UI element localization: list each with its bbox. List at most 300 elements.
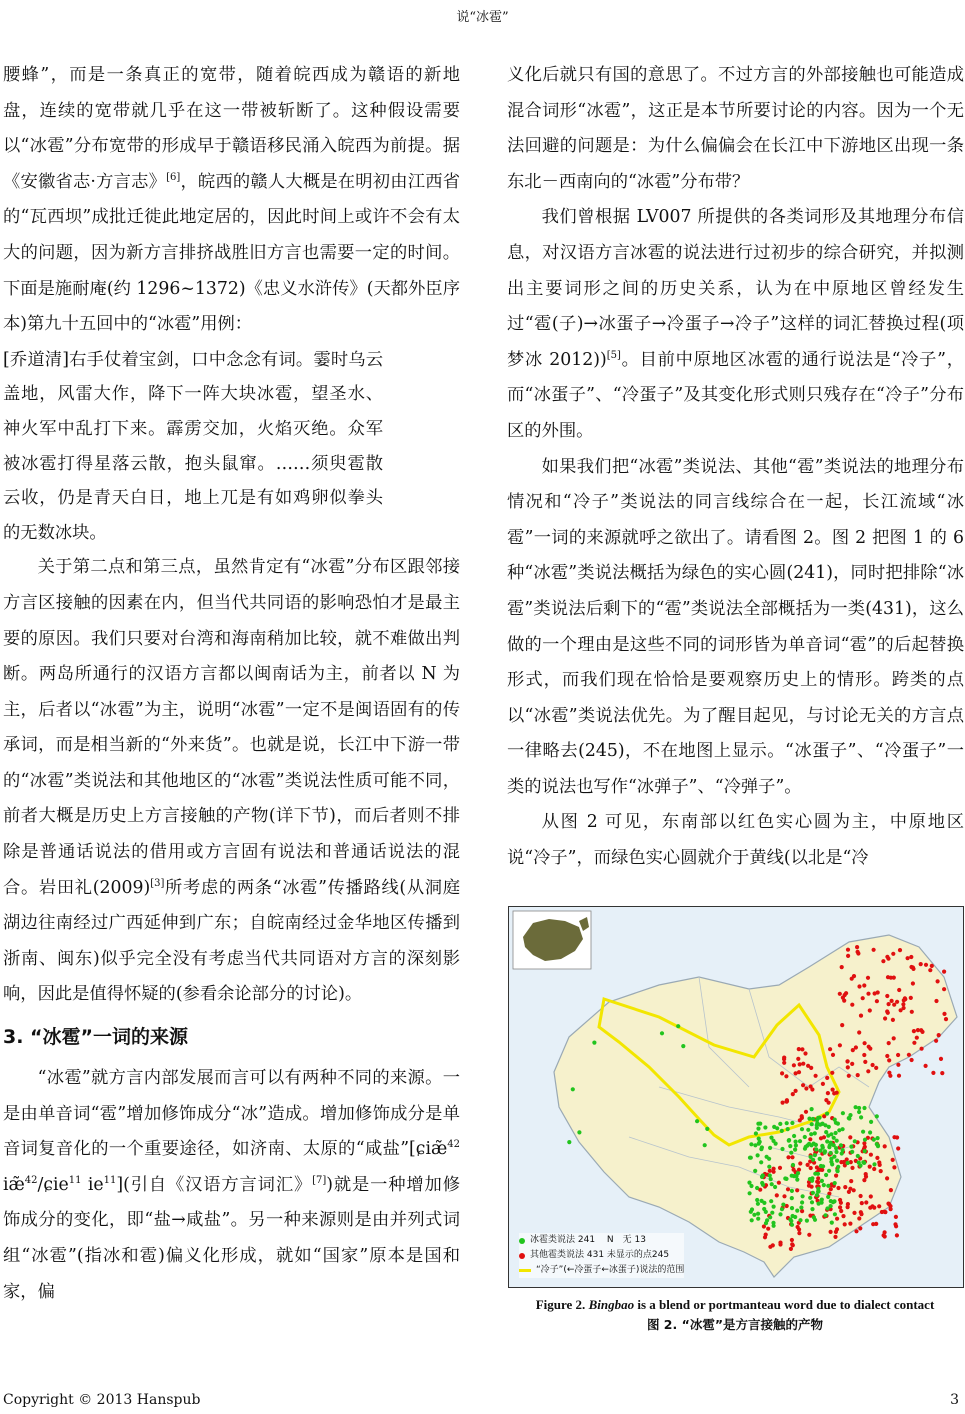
dialect-point	[790, 1238, 794, 1242]
dialect-point	[797, 1070, 801, 1074]
dialect-point	[798, 1218, 802, 1222]
dialect-point	[809, 1132, 813, 1136]
dialect-point	[912, 1029, 916, 1033]
dialect-point	[838, 992, 842, 996]
dialect-point	[820, 1179, 824, 1183]
dialect-point	[872, 1162, 876, 1166]
dialect-point	[868, 1008, 872, 1012]
caption-en: Figure 2. Bingbao is a blend or portmanteau word due to dialect contact	[535, 1297, 935, 1312]
dialect-point	[795, 1188, 799, 1192]
dialect-point	[783, 1176, 787, 1180]
dialect-point	[788, 1144, 792, 1148]
dialect-point	[863, 1060, 867, 1064]
dialect-point	[797, 1231, 801, 1235]
dialect-point	[825, 1139, 829, 1143]
dialect-point	[902, 1006, 906, 1010]
dialect-point	[827, 1169, 831, 1173]
dialect-point	[833, 1118, 837, 1122]
dialect-point	[705, 1127, 709, 1131]
dialect-point	[801, 1194, 805, 1198]
dialect-point	[756, 1153, 760, 1157]
dialect-point	[827, 1101, 831, 1105]
dialect-point	[859, 1194, 863, 1198]
dialect-point	[781, 1203, 785, 1207]
dialect-point	[835, 1227, 839, 1231]
dialect-point	[810, 1179, 814, 1183]
dialect-point	[920, 1047, 924, 1051]
dialect-point	[681, 1044, 685, 1048]
dialect-point	[841, 1214, 845, 1218]
dialect-point	[892, 1036, 896, 1040]
dialect-point	[749, 1142, 753, 1146]
dialect-point	[780, 1207, 784, 1211]
dialect-point	[577, 1130, 581, 1134]
dialect-point	[766, 1227, 770, 1231]
dialect-point	[885, 994, 889, 998]
dialect-point	[885, 955, 889, 959]
dialect-point	[826, 1184, 830, 1188]
dialect-point	[857, 984, 861, 988]
dialect-point	[862, 1053, 866, 1057]
dialect-point	[765, 1218, 769, 1222]
dialect-point	[883, 1144, 887, 1148]
dialect-point	[753, 1169, 757, 1173]
dialect-point	[939, 1057, 943, 1061]
dialect-point	[806, 1128, 810, 1132]
dialect-point	[871, 1222, 875, 1226]
dialect-point	[831, 1200, 835, 1204]
dialect-point	[835, 1159, 839, 1163]
dialect-point	[815, 1180, 819, 1184]
figure-map	[508, 906, 964, 1288]
dialect-point	[760, 1175, 764, 1179]
dialect-point	[756, 1122, 760, 1126]
dialect-point	[846, 954, 850, 958]
dialect-point	[810, 1207, 814, 1211]
dialect-point	[879, 1169, 883, 1173]
dialect-point	[768, 1215, 772, 1219]
dialect-point	[815, 1126, 819, 1130]
dialect-point	[911, 967, 915, 971]
dialect-point	[801, 1062, 805, 1066]
dialect-point	[846, 1161, 850, 1165]
dialect-point	[764, 1233, 768, 1237]
dialect-point	[790, 1121, 794, 1125]
legend-item-yellow: “冷子”(←冷蛋子←冰蛋子)说法的范围	[519, 1263, 684, 1278]
dialect-point	[771, 1139, 775, 1143]
dialect-point	[768, 1173, 772, 1177]
dialect-point	[801, 1083, 805, 1087]
dialect-point	[850, 1150, 854, 1154]
dialect-point	[782, 1194, 786, 1198]
dialect-point	[571, 1087, 575, 1091]
dialect-point	[919, 962, 923, 966]
dialect-point	[791, 1214, 795, 1218]
legend-item-green: 冰雹类说法 241 N 无 13	[519, 1233, 684, 1248]
dialect-point	[840, 965, 844, 969]
dialect-point	[768, 1146, 772, 1150]
dialect-point	[942, 970, 946, 974]
citation-ref[interactable]: [6]	[166, 172, 181, 184]
citation-ref[interactable]: [5]	[606, 349, 621, 361]
dialect-point	[800, 1047, 804, 1051]
dialect-point	[793, 1148, 797, 1152]
dialect-point	[861, 996, 865, 1000]
dialect-point	[885, 1009, 889, 1013]
dialect-point	[813, 1153, 817, 1157]
dialect-point	[931, 1071, 935, 1075]
dialect-point	[854, 1229, 858, 1233]
dialect-point	[792, 1063, 796, 1067]
dialect-point	[853, 1139, 857, 1143]
map-legend	[519, 1233, 684, 1278]
dialect-point	[796, 1225, 800, 1229]
dialect-point	[911, 981, 915, 985]
dialect-point	[850, 1166, 854, 1170]
right-column	[507, 58, 964, 877]
dialect-point	[891, 952, 895, 956]
dialect-point	[888, 1074, 892, 1078]
dialect-point	[792, 1174, 796, 1178]
dialect-point	[831, 1053, 835, 1057]
dialect-point	[810, 1107, 814, 1111]
dialect-point	[934, 999, 938, 1003]
dialect-point	[790, 1223, 794, 1227]
dialect-point	[804, 1086, 808, 1090]
dialect-point	[912, 1041, 916, 1045]
dialect-point	[780, 1129, 784, 1133]
dialect-point	[883, 1016, 887, 1020]
dialect-point	[885, 1054, 889, 1058]
dialect-point	[862, 983, 866, 987]
dialect-point	[890, 999, 894, 1003]
dialect-point	[887, 1002, 891, 1006]
dialect-point	[857, 1110, 861, 1114]
dialect-point	[875, 999, 879, 1003]
dialect-point	[857, 1030, 861, 1034]
dialect-point	[869, 1194, 873, 1198]
dialect-point	[841, 996, 845, 1000]
dialect-point	[857, 1106, 861, 1110]
dialect-point	[862, 1141, 866, 1145]
dialect-point	[864, 1175, 868, 1179]
dialect-point	[877, 1204, 881, 1208]
dialect-point	[770, 1182, 774, 1186]
dialect-point	[782, 1061, 786, 1065]
dialect-point	[915, 1036, 919, 1040]
dialect-point	[818, 1149, 822, 1153]
dialect-point	[868, 1130, 872, 1134]
dialect-point	[812, 1215, 816, 1219]
dialect-point	[808, 1196, 812, 1200]
dialect-point	[839, 1201, 843, 1205]
dialect-point	[786, 1187, 790, 1191]
dialect-point	[849, 1179, 853, 1183]
dialect-point	[747, 1181, 751, 1185]
dialect-point	[798, 1118, 802, 1122]
dialect-point	[799, 1205, 803, 1209]
dialect-point	[695, 1119, 699, 1123]
dialect-point	[896, 1063, 900, 1067]
dialect-point	[829, 1160, 833, 1164]
dialect-point	[887, 1058, 891, 1062]
dialect-point	[818, 1157, 822, 1161]
dialect-point	[916, 1028, 920, 1032]
dialect-point	[850, 1003, 854, 1007]
dialect-point	[891, 1018, 895, 1022]
paragraph: 从图 2 可见，东南部以红色实心圆为主，中原地区说“冷子”，而绿色实心圆就介于黄线(以北是“冷	[507, 812, 964, 869]
dialect-point	[839, 1143, 843, 1147]
dialect-point	[817, 1202, 821, 1206]
dialect-point	[839, 1209, 843, 1213]
dialect-point	[769, 1177, 773, 1181]
dialect-point	[821, 1082, 825, 1086]
dialect-point	[829, 1187, 833, 1191]
dialect-point	[864, 1200, 868, 1204]
dialect-point	[833, 1181, 837, 1185]
citation-ref[interactable]: [3]	[150, 877, 165, 889]
dialect-point	[847, 1190, 851, 1194]
dialect-point	[906, 956, 910, 960]
dialect-point	[897, 988, 901, 992]
dialect-point	[803, 1135, 807, 1139]
dialect-point	[856, 1154, 860, 1158]
dialect-point	[910, 1058, 914, 1062]
dialect-point	[798, 1139, 802, 1143]
citation-ref[interactable]: [7]	[312, 1175, 327, 1187]
dialect-point	[811, 1117, 815, 1121]
dialect-point	[807, 1233, 811, 1237]
dialect-point	[849, 1145, 853, 1149]
dialect-point	[834, 1150, 838, 1154]
dialect-point	[755, 1198, 759, 1202]
dialect-point	[749, 1156, 753, 1160]
dialect-point	[874, 1066, 878, 1070]
dialect-point	[894, 1215, 898, 1219]
dialect-point	[797, 1047, 801, 1051]
dialect-point	[909, 996, 913, 1000]
dialect-point	[800, 1200, 804, 1204]
dialect-point	[786, 1127, 790, 1131]
dialect-point	[763, 1125, 767, 1129]
dialect-point	[861, 1160, 865, 1164]
dialect-point	[778, 1166, 782, 1170]
dialect-point	[781, 1101, 785, 1105]
dialect-point	[910, 1010, 914, 1014]
dialect-point	[782, 1056, 786, 1060]
dialect-point	[810, 1185, 814, 1189]
dialect-point	[772, 1205, 776, 1209]
dialect-point	[771, 1243, 775, 1247]
dialect-point	[788, 1217, 792, 1221]
dialect-point	[814, 1147, 818, 1151]
dialect-point	[794, 1143, 798, 1147]
dialect-point	[882, 1210, 886, 1214]
dialect-point	[872, 948, 876, 952]
dialect-point	[836, 1169, 840, 1173]
dialect-point	[805, 1219, 809, 1223]
dialect-point	[883, 1230, 887, 1234]
dialect-point	[832, 1136, 836, 1140]
dialect-point	[866, 1069, 870, 1073]
dialect-point	[859, 1014, 863, 1018]
dialect-point	[885, 1176, 889, 1180]
dialect-point	[790, 1189, 794, 1193]
dialect-point	[829, 1204, 833, 1208]
dialect-point	[762, 1201, 766, 1205]
dialect-point	[828, 1143, 832, 1147]
dialect-point	[822, 1183, 826, 1187]
dialect-point	[792, 1134, 796, 1138]
dialect-point	[768, 1169, 772, 1173]
dialect-point	[845, 1059, 849, 1063]
dialect-point	[791, 1243, 795, 1247]
dialect-point	[772, 1224, 776, 1228]
dialect-point	[780, 1071, 784, 1075]
dialect-point	[816, 1190, 820, 1194]
dialect-point	[790, 1155, 794, 1159]
dialect-point	[809, 1066, 813, 1070]
dialect-point	[837, 1128, 841, 1132]
dialect-point	[881, 959, 885, 963]
dialect-point	[803, 1051, 807, 1055]
dialect-point	[889, 1188, 893, 1192]
dialect-point	[841, 1148, 845, 1152]
dialect-point	[836, 1122, 840, 1126]
dialect-point	[785, 1098, 789, 1102]
inset-map	[513, 911, 591, 969]
dialect-point	[869, 1120, 873, 1124]
dialect-point	[767, 1165, 771, 1169]
dialect-point	[773, 1185, 777, 1189]
dialect-point	[775, 1193, 779, 1197]
dialect-point	[829, 1230, 833, 1234]
dialect-point	[835, 1091, 839, 1095]
dialect-point	[798, 1062, 802, 1066]
dialect-point	[770, 1211, 774, 1215]
dialect-point	[940, 1071, 944, 1075]
dialect-point	[838, 1043, 842, 1047]
dialect-point	[814, 1074, 818, 1078]
dialect-point	[859, 1115, 863, 1119]
dialect-point	[838, 1205, 842, 1209]
left-column	[3, 58, 460, 1310]
dialect-point	[824, 1173, 828, 1177]
dialect-point	[759, 1160, 763, 1164]
paragraph: 腰蜂”，而是一条真正的宽带，随着皖西成为赣语的新地盘，连续的宽带就几乎在这一带被斩断了。这种假设需要以“冰雹”分布宽带的形成早于赣语移民涌入皖西为前提。据《安徽省志·方言志》[6]，皖西的赣人大概是在明初由江西省的“瓦西坝”成批迁徙此地定居的，因此时间上或许不会有太大的问题，因为新方言排挤战胜旧方言也需要一定的时间。下面是施耐庵(约 1296~1372)《忠义水浒传》(天都外臣序本)第九十五回中的“冰雹”用例：	[3, 65, 460, 335]
dialect-point	[785, 1121, 789, 1125]
dialect-point	[847, 1074, 851, 1078]
dialect-point	[847, 1116, 851, 1120]
paragraph: 如果我们把“冰雹”类说法、其他“雹”类说法的地理分布情况和“冷子”类说法的同言线综合在一起，长江流域“冰雹”一词的来源就呼之欲出了。请看图 2。图 2 把图 1 的 6 种“冰雹”类说法概括为绿色的实心圆(241)，同时把排除“冰雹”类说法后剩下的“雹”类说法全部概括为一类(431)，这么做的一个理由是这些不同的词形皆为单音词“雹”的后起替换形式，而我们现在恰恰是要观察历史上的情形。跨类的点以“冰雹”类说法优先。为了醒目起见，与讨论无关的方言点一律略去(245)，不在地图上显示。“冰蛋子”、“冷蛋子”一类的说法也写作“冰弹子”、“冷弹子”。	[507, 456, 964, 797]
dialect-point	[876, 1136, 880, 1140]
dialect-point	[794, 1140, 798, 1144]
dialect-point	[843, 1222, 847, 1226]
dialect-point	[809, 1084, 813, 1088]
dialect-point	[791, 1092, 795, 1096]
dialect-point	[872, 1167, 876, 1171]
dialect-point	[887, 1041, 891, 1045]
dialect-point	[813, 1131, 817, 1135]
dialect-point	[875, 1156, 879, 1160]
dialect-point	[810, 1200, 814, 1204]
dialect-point	[769, 1199, 773, 1203]
running-header: 说“冰雹”	[456, 10, 509, 25]
block-quote: [乔道清]右手仗着宝剑，口中念念有词。霎时乌云盖地，风雷大作，降下一阵大块冰雹，望圣水、神火军中乱打下来。霹雳交加，火焰灭绝。众军被冰雹打得星落云散，抱头鼠窜。……须臾雹散云收，仍是青天白日，地上兀是有如鸡卵似拳头的无数冰块。	[3, 349, 383, 543]
dialect-point	[924, 963, 928, 967]
dialect-point	[786, 1155, 790, 1159]
dialect-point	[778, 1242, 782, 1246]
dialect-point	[878, 1163, 882, 1167]
dialect-point	[848, 1222, 852, 1226]
dialect-point	[820, 1144, 824, 1148]
dialect-point	[863, 1041, 867, 1045]
dialect-point	[872, 1138, 876, 1142]
dialect-point	[856, 1073, 860, 1077]
dialect-point	[886, 1202, 890, 1206]
dialect-point	[778, 1122, 782, 1126]
section-heading: 3. “冰雹”一词的来源	[3, 1026, 189, 1049]
dialect-point	[756, 1127, 760, 1131]
dialect-point	[863, 1138, 867, 1142]
dialect-point	[898, 948, 902, 952]
paragraph: 关于第二点和第三点，虽然肯定有“冰雹”分布区跟邻接方言区接触的因素在内，但当代共同语的影响恐怕才是最主要的原因。我们只要对台湾和海南稍加比较，就不难做出判断。两岛所通行的汉语方言都以闽南话为主，前者以 N 为主，后者以“冰雹”为主，说明“冰雹”一定不是闽语固有的传承词，而是相当新的“外来货”。也就是说，长江中下游一带的“冰雹”类说法和其他地区的“冰雹”类说法性质可能不同，前者大概是历史上方言接触的产物(详下节)，而后者则不排除是普通话说法的借用或方言固有说法和普通话说法的混合。岩田礼(2009)[3]所考虑的两条“冰雹”传播路线(从洞庭湖边往南经过广西延伸到广东；自皖南经过金华地区传播到浙南、闽东)似乎完全没有考虑当代共同语对方言的深刻影响，因此是值得怀疑的(参看余论部分的讨论)。	[3, 557, 460, 1005]
dialect-point	[934, 1039, 938, 1043]
dialect-point	[835, 1217, 839, 1221]
dialect-point	[942, 1012, 946, 1016]
dialect-point	[866, 992, 870, 996]
dialect-point	[871, 1063, 875, 1067]
legend-item-red: 其他雹类说法 431 未显示的点245	[519, 1248, 684, 1263]
dialect-point	[936, 979, 940, 983]
dialect-point	[861, 1130, 865, 1134]
dialect-point	[846, 1065, 850, 1069]
dialect-point	[930, 964, 934, 968]
dialect-point	[832, 1155, 836, 1159]
dialect-point	[796, 1057, 800, 1061]
dialect-point	[826, 1091, 830, 1095]
dialect-point	[820, 1122, 824, 1126]
dialect-point	[811, 1191, 815, 1195]
dialect-point	[859, 1210, 863, 1214]
dialect-point	[846, 948, 850, 952]
dialect-point	[787, 1139, 791, 1143]
dialect-point	[836, 1165, 840, 1169]
dialect-point	[937, 1033, 941, 1037]
dialect-point	[869, 1153, 873, 1157]
dialect-point	[823, 1149, 827, 1153]
dialect-point	[748, 1191, 752, 1195]
dialect-point	[891, 1158, 895, 1162]
dialect-point	[830, 1071, 834, 1075]
dialect-point	[862, 1106, 866, 1110]
figure-caption	[505, 1297, 965, 1333]
dialect-point	[756, 1212, 760, 1216]
dialect-point	[806, 1163, 810, 1167]
dialect-point	[826, 1134, 830, 1138]
dialect-point	[800, 1127, 804, 1131]
dialect-point	[761, 1183, 765, 1187]
dialect-point	[852, 1211, 856, 1215]
dialect-point	[772, 1170, 776, 1174]
paragraph: 义化后就只有国的意思了。不过方言的外部接触也可能造成混合词形“冰雹”，这正是本节所要讨论的内容。因为一个无法回避的问题是：为什么偏偏会在长江中下游地区出现一条东北－西南向的“冰雹”分布带？	[507, 65, 964, 192]
dialect-point	[832, 1143, 836, 1147]
dialect-point	[854, 1105, 858, 1109]
dialect-point	[897, 1074, 901, 1078]
dialect-point	[860, 1201, 864, 1205]
dialect-point	[833, 1235, 837, 1239]
dialect-point	[794, 1089, 798, 1093]
